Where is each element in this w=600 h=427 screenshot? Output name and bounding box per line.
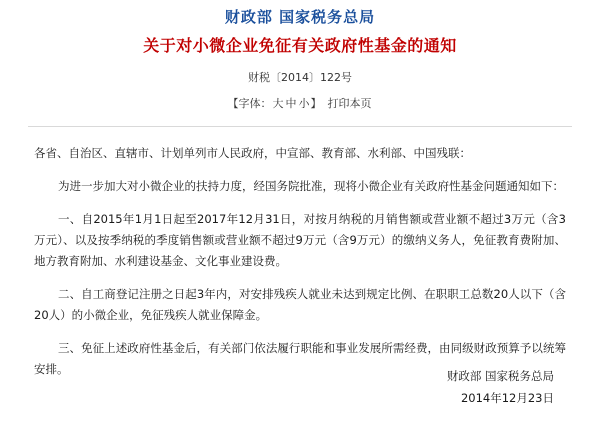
bracket-open: 【 [227,97,239,110]
article-paragraph-1: 一、自2015年1月1日起至2017年12月31日，对按月纳税的月销售额或营业额不超过3万元（含3万元）、以及按季纳税的季度销售额或营业额不超过9万元（含9万元）的缴纳义务人，免征教育费附加、地方教育附加、水利建设基金、文化事业建设费。 [34,212,566,268]
article-paragraph-2: 二、自工商登记注册之日起3年内，对安排残疾人就业未达到规定比例、在职职工总数20人以下（含20人）的小微企业，免征残疾人就业保障金。 [34,287,566,322]
document-body [34,143,566,380]
signature-block [447,365,554,409]
document-number: 财税〔2014〕122号 [248,71,352,84]
font-size-small-link[interactable]: 小 [298,97,310,110]
font-size-medium-link[interactable]: 中 [285,97,297,110]
signature-date: 2014年12月23日 [460,391,554,405]
font-label: 字体： [238,97,272,110]
header-divider [28,126,572,127]
preamble-paragraph: 为进一步加大对小微企业的扶持力度，经国务院批准，现将小微企业有关政府性基金问题通知如下： [58,179,564,193]
print-page-link[interactable]: 打印本页 [327,97,372,110]
signature-organization: 财政部 国家税务总局 [446,369,554,383]
recipients-line: 各省、自治区、直辖市、计划单列市人民政府，中宣部、教育部、水利部、中国残联： [34,146,471,160]
article-paragraph-3: 三、免征上述政府性基金后，有关部门依法履行职能和事业发展所需经费，由同级财政预算予以统筹安排。 [34,341,566,376]
font-size-large-link[interactable]: 大 [272,97,284,110]
issuer-header: 财政部 国家税务总局 [224,8,376,26]
page-title: 关于对小微企业免征有关政府性基金的通知 [143,36,457,55]
font-size-toolbar [0,96,600,112]
bracket-close: 】 [310,97,322,110]
document-header [0,0,600,58]
